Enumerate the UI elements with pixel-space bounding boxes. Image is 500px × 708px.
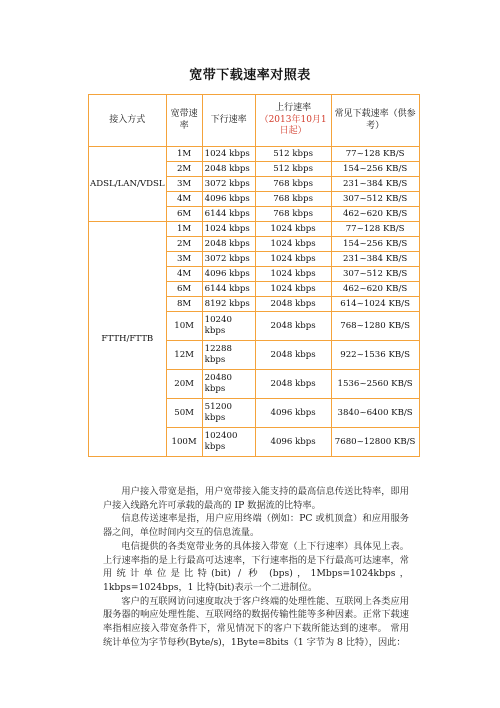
bandwidth-cell: 12M: [166, 341, 202, 370]
down-rate-cell: 12288 kbps: [202, 341, 255, 370]
header-access: 接入方式: [89, 95, 167, 147]
table-row: [89, 147, 420, 162]
header-bandwidth: 宽带速率: [166, 95, 202, 147]
down-rate-cell: 4096 kbps: [202, 192, 255, 207]
down-rate-cell: 1024 kbps: [202, 222, 255, 237]
bandwidth-cell: 6M: [166, 282, 202, 297]
table-row: [89, 222, 420, 237]
common-rate-cell: 768~1280 KB/S: [331, 312, 419, 341]
down-rate-cell: 6144 kbps: [202, 282, 255, 297]
down-rate-cell: 3072 kbps: [202, 177, 255, 192]
rate-table-body: [89, 147, 420, 457]
down-rate-cell: 51200 kbps: [202, 399, 255, 428]
common-rate-cell: 231~384 KB/S: [331, 252, 419, 267]
header-up-note: （2013年10月1日起）: [259, 114, 327, 137]
header-down: 下行速率: [202, 95, 255, 147]
access-type-cell: ADSL/LAN/VDSL: [89, 147, 167, 222]
common-rate-cell: 154~256 KB/S: [331, 162, 419, 177]
up-rate-cell: 768 kbps: [255, 192, 331, 207]
down-rate-cell: 1024 kbps: [202, 147, 255, 162]
up-rate-cell: 2048 kbps: [255, 370, 331, 399]
common-rate-cell: 922~1536 KB/S: [331, 341, 419, 370]
table-header-row: [89, 95, 420, 147]
bandwidth-cell: 3M: [166, 177, 202, 192]
up-rate-cell: 1024 kbps: [255, 267, 331, 282]
common-rate-cell: 7680~12800 KB/S: [331, 428, 419, 457]
down-rate-cell: 20480 kbps: [202, 370, 255, 399]
bandwidth-cell: 4M: [166, 267, 202, 282]
bandwidth-cell: 2M: [166, 237, 202, 252]
down-rate-cell: 10240 kbps: [202, 312, 255, 341]
down-rate-cell: 3072 kbps: [202, 252, 255, 267]
common-rate-cell: 154~256 KB/S: [331, 237, 419, 252]
common-rate-cell: 1536~2560 KB/S: [331, 370, 419, 399]
down-rate-cell: 2048 kbps: [202, 162, 255, 177]
bandwidth-cell: 1M: [166, 147, 202, 162]
bandwidth-cell: 3M: [166, 252, 202, 267]
common-rate-cell: 462~620 KB/S: [331, 207, 419, 222]
body-paragraph: 用户接入带宽是指，用户宽带接入能支持的最高信息传送比特率，即用户接入线路允许可承载的最高的 IP 数据流的比特率。: [103, 486, 409, 511]
common-rate-cell: 77~128 KB/S: [331, 222, 419, 237]
up-rate-cell: 1024 kbps: [255, 252, 331, 267]
body-paragraph: 客户的互联网访问速度取决于客户终端的处理性能、互联网上各类应用服务器的响应处理性能、互联网络的数据传输性能等多种因素。正常下载速率指相应接入带宽条件下，常见情况下的客户下载所能达到的速率。 常用统计单位为字节每秒(Byte/s)，1Byte=8bits（1 字节为 8 比特），因此：: [103, 595, 409, 648]
down-rate-cell: 2048 kbps: [202, 237, 255, 252]
down-rate-cell: 6144 kbps: [202, 207, 255, 222]
bandwidth-cell: 10M: [166, 312, 202, 341]
bandwidth-cell: 50M: [166, 399, 202, 428]
common-rate-cell: 231~384 KB/S: [331, 177, 419, 192]
bandwidth-cell: 20M: [166, 370, 202, 399]
down-rate-cell: 102400 kbps: [202, 428, 255, 457]
common-rate-cell: 307~512 KB/S: [331, 267, 419, 282]
common-rate-cell: 3840~6400 KB/S: [331, 399, 419, 428]
body-paragraph: 信息传送速率是指，用户应用终端（例如：PC 或机顶盒）和应用服务器之间，单位时间内交互的信息流量。: [103, 513, 409, 539]
up-rate-cell: 1024 kbps: [255, 282, 331, 297]
header-up-label: 上行速率: [275, 103, 312, 114]
body-text: [103, 485, 409, 649]
up-rate-cell: 512 kbps: [255, 147, 331, 162]
bandwidth-cell: 100M: [166, 428, 202, 457]
down-rate-cell: 4096 kbps: [202, 267, 255, 282]
page-title: 宽带下载速率对照表: [189, 68, 311, 83]
up-rate-cell: 4096 kbps: [255, 428, 331, 457]
rate-table: [88, 94, 420, 457]
header-up: [255, 95, 331, 147]
bandwidth-cell: 6M: [166, 207, 202, 222]
common-rate-cell: 462~620 KB/S: [331, 282, 419, 297]
up-rate-cell: 2048 kbps: [255, 312, 331, 341]
up-rate-cell: 2048 kbps: [255, 341, 331, 370]
up-rate-cell: 768 kbps: [255, 207, 331, 222]
up-rate-cell: 4096 kbps: [255, 399, 331, 428]
header-common: 常见下载速率（供参考）: [331, 95, 419, 147]
up-rate-cell: 2048 kbps: [255, 297, 331, 312]
up-rate-cell: 1024 kbps: [255, 222, 331, 237]
up-rate-cell: 1024 kbps: [255, 237, 331, 252]
down-rate-cell: 8192 kbps: [202, 297, 255, 312]
common-rate-cell: 614~1024 KB/S: [331, 297, 419, 312]
up-rate-cell: 768 kbps: [255, 177, 331, 192]
bandwidth-cell: 8M: [166, 297, 202, 312]
common-rate-cell: 307~512 KB/S: [331, 192, 419, 207]
access-type-cell: FTTH/FTTB: [89, 222, 167, 457]
common-rate-cell: 77~128 KB/S: [331, 147, 419, 162]
bandwidth-cell: 2M: [166, 162, 202, 177]
body-paragraph: 电信提供的各类宽带业务的具体接入带宽（上下行速率）具体见上表。上行速率指的是上行最高可达速率，下行速率指的是下行最高可达速率，常用统计单位是比特(bit) / 秒 (bps)，1Mbps=1024kbps，1kbps=1024bps，1 比特(bit)表示一个二进制位。: [103, 540, 409, 593]
up-rate-cell: 512 kbps: [255, 162, 331, 177]
bandwidth-cell: 4M: [166, 192, 202, 207]
bandwidth-cell: 1M: [166, 222, 202, 237]
